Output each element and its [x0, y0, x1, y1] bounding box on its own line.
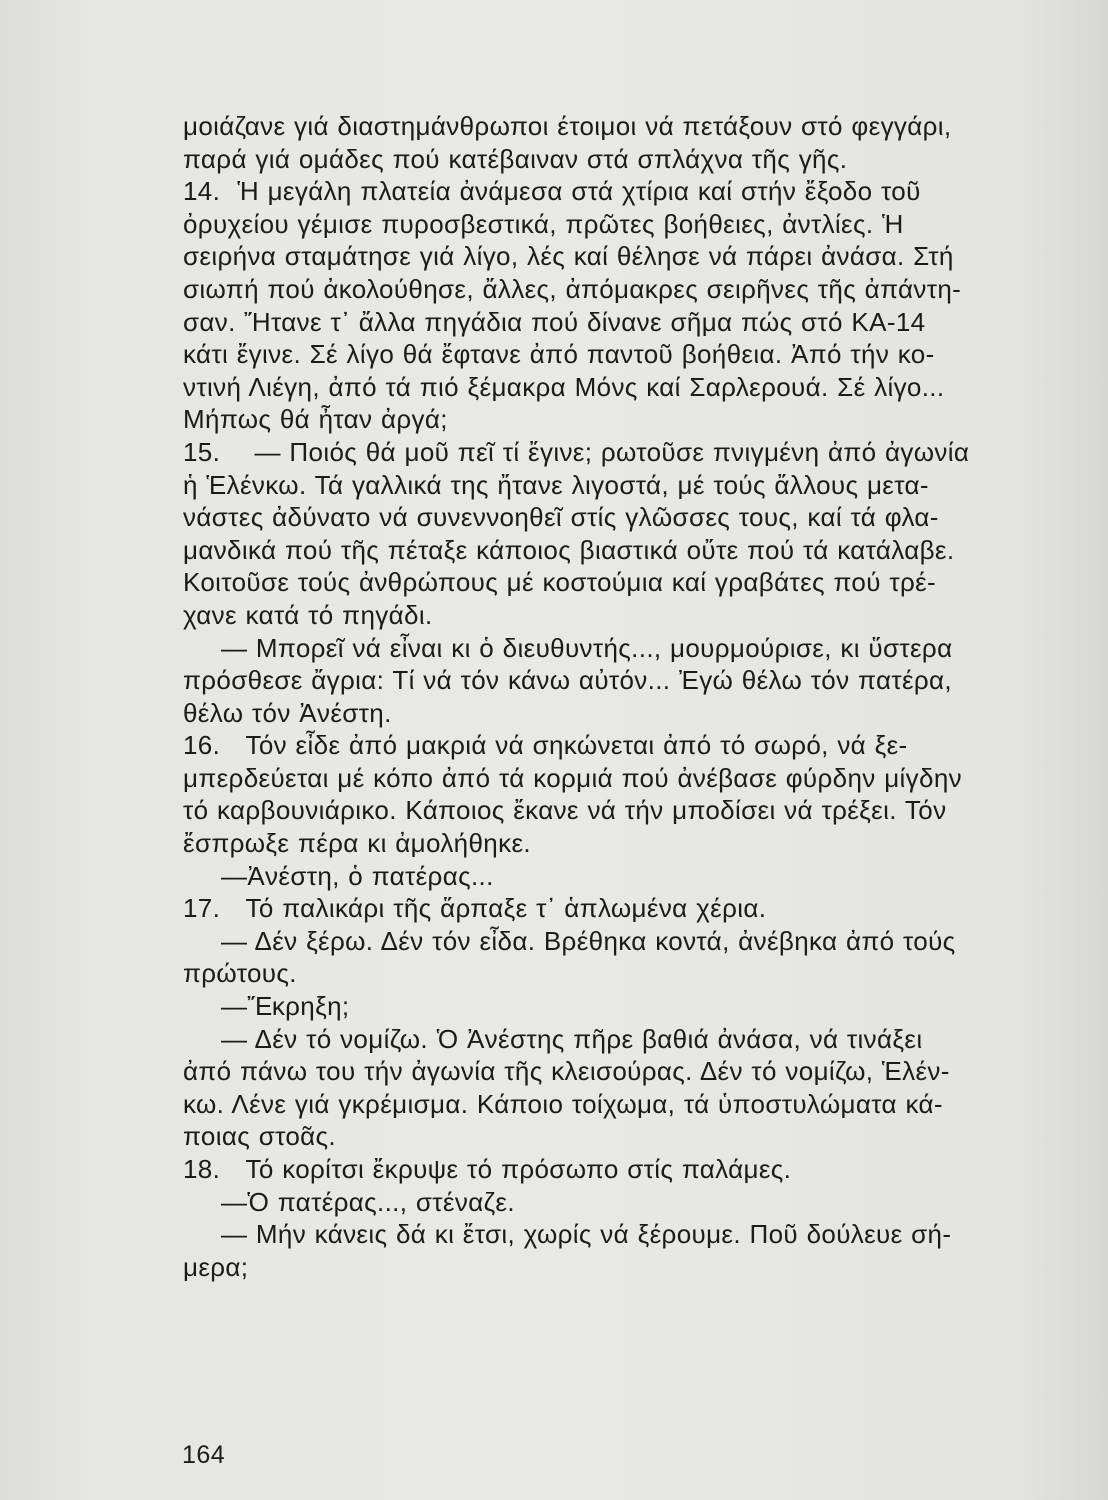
text-line: κω. Λένε γιά γκρέμισμα. Κάποιο τοίχωμα, τά ὑποστυλώματα κά- — [183, 1088, 943, 1119]
text-line: 14. Ἡ μεγάλη πλατεία ἀνάμεσα στά χτίρια καί στήν ἔξοδο τοῦ — [183, 176, 921, 207]
text-line: θέλω τόν Ἀνέστη. — [183, 697, 392, 728]
dialogue-line: — Δέν ξέρω. Δέν τόν εἶδα. Βρέθηκα κοντά, ἀνέβηκα ἀπό τούς — [221, 925, 956, 956]
text-line: Μήπως θά ἦταν ἀργά; — [183, 404, 448, 435]
text-line: ποιας στοᾶς. — [183, 1121, 336, 1152]
dialogue-line: — Δέν τό νομίζω. Ὁ Ἀνέστης πῆρε βαθιά ἀνάσα, νά τινάξει — [221, 1023, 923, 1054]
page-number: 164 — [182, 1441, 226, 1469]
text-line: σειρήνα σταμάτησε γιά λίγο, λές καί θέλησε νά πάρει ἀνάσα. Στή — [183, 241, 954, 272]
dialogue-line: —Ἀνέστη, ὁ πατέρας... — [221, 860, 494, 891]
text-line: ἔσπρωξε πέρα κι ἀμολήθηκε. — [183, 828, 531, 859]
text-line: σιωπή πού ἀκολούθησε, ἄλλες, ἀπόμακρες σειρῆνες τῆς ἀπάντη- — [183, 273, 962, 304]
dialogue-line: — Μήν κάνεις δά κι ἔτσι, χωρίς νά ξέρουμε. Ποῦ δούλευε σή- — [221, 1219, 952, 1250]
dialogue-line: —Ἔκρηξη; — [221, 991, 350, 1022]
text-line: χανε κατά τό πηγάδι. — [183, 599, 433, 630]
text-line: τό καρβουνιάρικο. Κάποιος ἔκανε νά τήν μποδίσει νά τρέξει. Τόν — [183, 795, 947, 826]
text-line: 16. Τόν εἶδε ἀπό μακριά νά σηκώνεται ἀπό τό σωρό, νά ξε- — [183, 730, 908, 761]
dialogue-line: — Μπορεῖ νά εἶναι κι ὁ διευθυντής..., μουρμούρισε, κι ὕστερα — [221, 632, 953, 663]
text-line: σαν. Ἤτανε τ᾽ ἄλλα πηγάδια πού δίνανε σῆμα πώς στό ΚΑ-14 — [183, 306, 926, 337]
text-line: 17. Τό παλικάρι τῆς ἅρπαξε τ᾽ ἁπλωμένα χέρια. — [183, 893, 767, 924]
text-line: ντινή Λιέγη, ἀπό τά πιό ξέμακρα Μόνς καί Σαρλερουά. Σέ λίγο... — [183, 371, 945, 402]
text-line: ἀπό πάνω του τήν ἀγωνία τῆς κλεισούρας. Δέν τό νομίζω, Ἑλέν- — [183, 1056, 950, 1087]
text-line: παρά γιά ομάδες πού κατέβαιναν στά σπλάχνα τῆς γῆς. — [183, 143, 848, 174]
text-line: Κοιτοῦσε τούς ἀνθρώπους μέ κοστούμια καί γραβάτες πού τρέ- — [183, 567, 937, 598]
text-line: 15. — Ποιός θά μοῦ πεῖ τί ἔγινε; ρωτοῦσε πνιγμένη ἀπό ἀγωνία — [183, 436, 970, 467]
text-line: 18. Τό κορίτσι ἔκρυψε τό πρόσωπο στίς παλάμες. — [183, 1154, 792, 1184]
text-line: ἡ Ἑλένκω. Τά γαλλικά της ἤτανε λιγοστά, μέ τούς ἄλλους μετα- — [183, 469, 929, 500]
text-line: νάστες ἀδύνατο νά συνεννοηθεῖ στίς γλῶσσες τους, καί τά φλα- — [183, 502, 939, 533]
text-line: μοιάζανε γιά διαστημάνθρωποι έτοιμοι νά πετάξουν στό φεγγάρι, — [183, 111, 952, 141]
body-text — [183, 110, 1043, 1283]
text-line: πρόσθεσε ἄγρια: Τί νά τόν κάνω αὐτόν... Ἐγώ θέλω τόν πατέρα, — [183, 665, 953, 696]
text-line: πρώτους. — [183, 958, 297, 989]
text-line: ὀρυχείου γέμισε πυροσβεστικά, πρῶτες βοήθειες, ἀντλίες. Ἡ — [183, 208, 904, 239]
dialogue-line: —Ὁ πατέρας..., στέναζε. — [221, 1186, 515, 1217]
text-line: κάτι ἔγινε. Σέ λίγο θά ἔφτανε ἀπό παντοῦ βοήθεια. Ἀπό τήν κο- — [183, 339, 935, 370]
text-line: μερα; — [183, 1251, 249, 1282]
text-line: μπερδεύεται μέ κόπο ἀπό τά κορμιά πού ἀνέβασε φύρδην μίγδην — [183, 762, 962, 793]
text-line: μανδικά πού τῆς πέταξε κάποιος βιαστικά οὔτε πού τά κατάλαβε. — [183, 534, 955, 565]
